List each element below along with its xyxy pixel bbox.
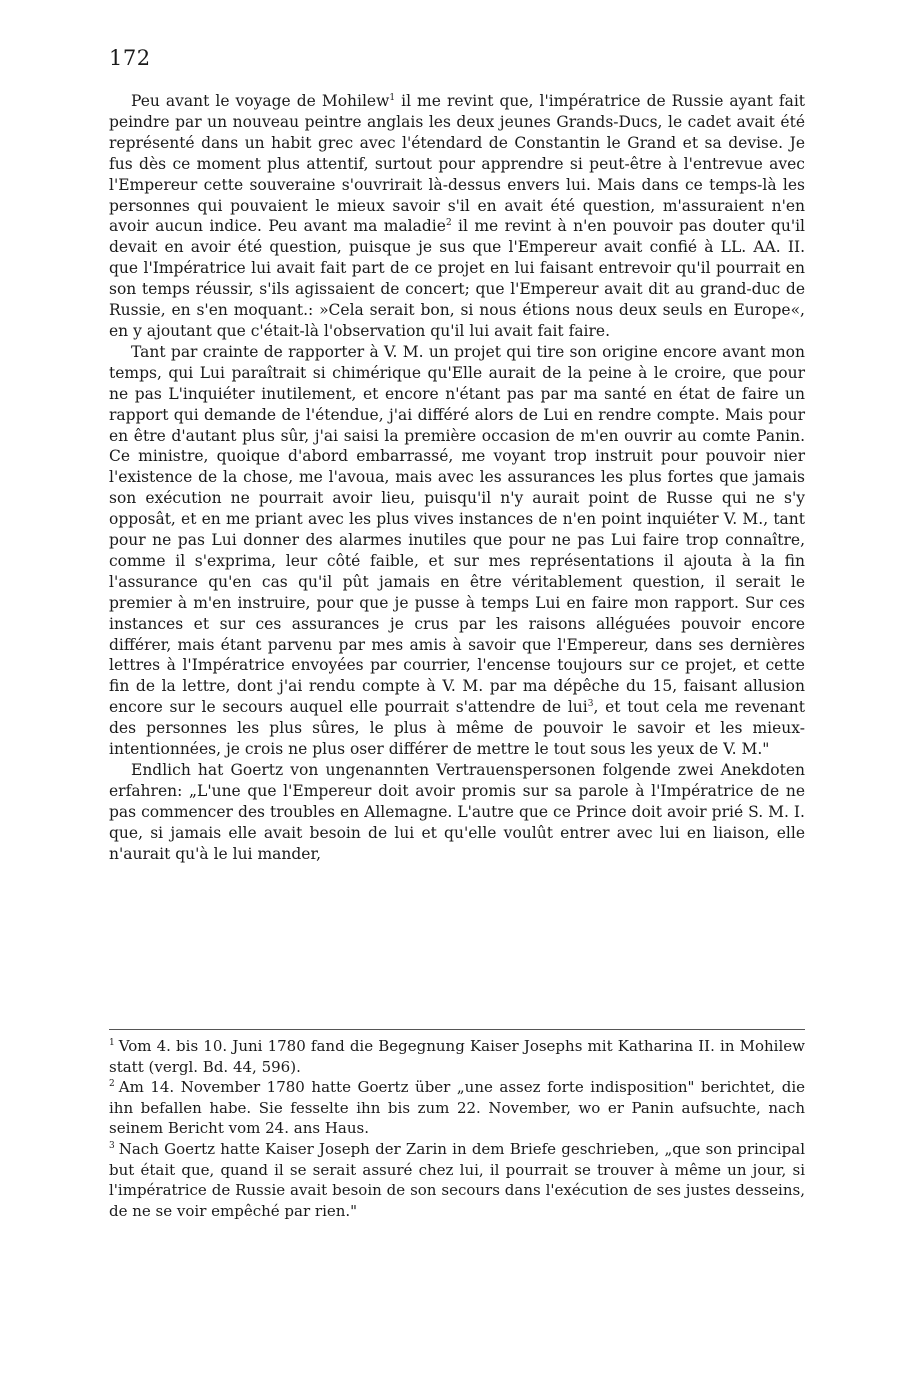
paragraph-1 [109, 91, 805, 342]
paragraph-text: il me revint que, l'impératrice de Russie ayant fait peindre par un nouveau peintre anglais les deux jeunes Grands-Ducs, le cadet avait été représenté dans un habit grec avec l'étendard de Constantin le Grand et sa devise. Je fus dès ce moment plus attentif, surtout pour apprendre si peut-être à l'entrevue avec l'Empereur cette souveraine s'ouvrirait là-dessus envers lui. Mais dans ce temps-là les personnes qui pouvaient le mieux savoir s'il en avait été question, m'assuraient n'en avoir aucun indice. Peu avant ma maladie [109, 92, 806, 236]
paragraph-2 [109, 342, 805, 760]
footnote-3 [109, 1139, 805, 1221]
footnote-mark: 3 [109, 1140, 115, 1151]
footnote-mark: 2 [109, 1079, 115, 1090]
footnotes [109, 1036, 805, 1221]
body-text [109, 91, 805, 865]
footnote-divider [109, 1029, 805, 1030]
footnote-mark: 1 [109, 1038, 115, 1048]
footnote-1 [109, 1036, 805, 1077]
paragraph-text: il me revint à n'en pouvoir pas douter qu'il devait en avoir été question, puisque je sus que l'Empereur avait confié à LL. AA. II. que l'Impératrice lui avait fait part de ce projet en lui faisant entrevoir qu'il pourrait en son temps réussir, s'ils agissaient de concert; que l'Empereur avait dit au grand-duc de Russie, en s'en moquant.: »Cela serait bon, si nous étions nous deux seuls en Europe«, en y ajoutant que c'était-là l'observation qu'il lui avait fait faire. [109, 217, 805, 340]
footnote-text: Am 14. November 1780 hatte Goertz über „une assez forte indisposition" berichtet, die ihn befallen habe. Sie fesselte ihn bis zum 22. November, wo er Panin aufsuchte, nach seinem Bericht vom 24. ans Haus. [109, 1078, 805, 1138]
paragraph-text: Tant par crainte de rapporter à V. M. un projet qui tire son origine encore avant mon temps, qui Lui paraîtrait si chimérique qu'Elle aurait de la peine à le croire, que pour ne pas L'inquiéter inutilement, et encore n'étant pas par ma santé en état de faire un rapport qui demande de l'étendue, j'ai différé alors de Lui en rendre compte. Mais pour en être d'autant plus sûr, j'ai saisi la première occasion de m'en ouvrir au comte Panin. Ce ministre, quoique d'abord embarrassé, me voyant trop instruit pour pouvoir nier l'existence de la chose, me l'avoua, mais avec les assurances les plus fortes que jamais son exécution ne pourrait avoir lieu, puisqu'il n'y aurait point de Russe qui ne s'y opposât, et en me priant avec les plus vives instances de n'en point inquiéter V. M., tant pour ne pas Lui donner des alarmes inutiles que pour ne pas Lui faire trop connaître, comme il s'exprima, leur côté faible, et sur mes représentations il ajouta à la fin l'assurance qu'en cas qu'il pût jamais en être véritablement question, il serait le premier à m'en instruire, pour que je pusse à temps Lui en faire mon rapport. Sur ces instances et sur ces assurances je crus par les raisons alléguées pouvoir encore différer, mais étant parvenu par mes amis à savoir que l'Empereur, dans ses dernières lettres à l'Impératrice envoyées par courrier, l'encense toujours sur ce projet, et cette fin de la lettre, dont j'ai rendu compte à V. M. par ma dépêche du 15, faisant allusion encore sur le secours auquel elle pourrait s'attendre de lui [109, 342, 805, 717]
footnote-reference[interactable]: 1 [389, 93, 396, 103]
page-number: 172 [109, 46, 151, 70]
footnote-text: Vom 4. bis 10. Juni 1780 fand die Begegnung Kaiser Josephs mit Katharina II. in Mohilew statt (vergl. Bd. 44, 596). [109, 1037, 805, 1076]
footnote-text: Nach Goertz hatte Kaiser Joseph der Zarin in dem Briefe geschrieben, „que son principal but était que, quand il se serait assuré chez lui, il pourrait se trouver à même un jour, si l'impératrice de Russie avait besoin de son secours dans l'exécution de ses justes desseins, de ne se voir empêché par rien." [109, 1139, 805, 1220]
footnote-2 [109, 1077, 805, 1139]
paragraph-text: Peu avant le voyage de Mohilew [131, 92, 390, 110]
paragraph-text: Endlich hat Goertz von ungenannten Vertrauenspersonen folgende zwei Anekdoten erfahren: „L'une que l'Empereur doit avoir promis sur sa parole à l'Impératrice de ne pas commencer des troubles en Allemagne. L'autre que ce Prince doit avoir prié S. M. I. que, si jamais elle avait besoin de lui et qu'elle voulût entrer avec lui en liaison, elle n'aurait qu'à le lui mander, [109, 761, 805, 863]
footnote-reference[interactable]: 3 [587, 699, 594, 710]
footnote-reference[interactable]: 2 [445, 218, 452, 229]
paragraph-text: , et tout cela me revenant des personnes les plus sûres, le plus à même de pouvoir le savoir et les mieux-intentionnées, je crois ne plus oser différer de mettre le tout sous les yeux de V. M." [109, 698, 805, 759]
paragraph-3 [109, 760, 805, 865]
